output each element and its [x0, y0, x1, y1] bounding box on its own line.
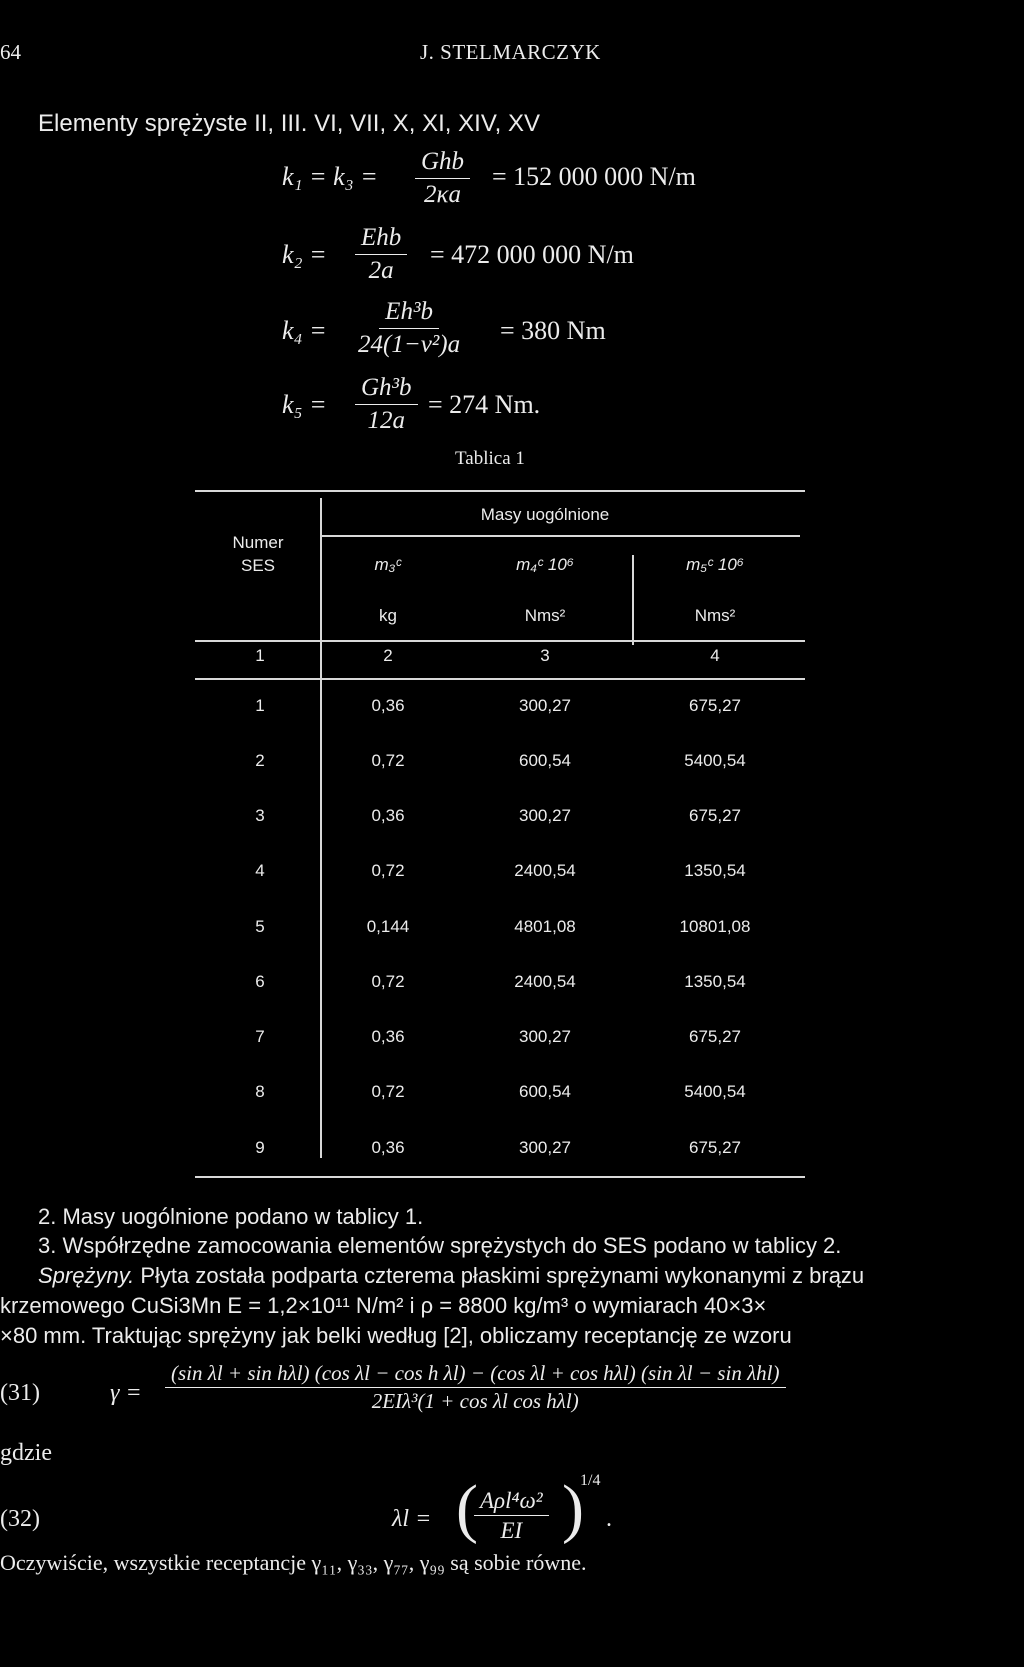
springs-text: Płyta została podparta czterema płaskimi sprężynami wykonanymi z brązu — [140, 1263, 865, 1288]
table-unit-m4: Nms² — [524, 606, 566, 625]
table-cell-m4: 300,27 — [519, 696, 571, 715]
equation-k2-lhs: k₂ = — [282, 240, 327, 269]
equation-k2-rhs: = 472 000 000 N/m — [430, 240, 634, 269]
table-cell-ses: 6 — [255, 972, 265, 991]
table-cell-m3: 0,36 — [371, 1138, 405, 1157]
table-units-rule — [195, 640, 805, 642]
table-cell-m3: 0,72 — [371, 972, 405, 991]
table-caption: Tablica 1 — [455, 448, 525, 469]
table-cell-m4: 600,54 — [519, 1082, 571, 1101]
table-cell-ses: 2 — [255, 751, 265, 770]
formula-32-right-paren: ) — [562, 1472, 584, 1545]
table-vertical-rule-3 — [632, 555, 634, 645]
formula-32-period: . — [606, 1506, 612, 1532]
table-col-header-ses: Numer SES — [232, 533, 284, 575]
table-cell-m3: 0,72 — [371, 1082, 405, 1101]
table-cell-m3: 0,36 — [371, 1027, 405, 1046]
table-cell-m4: 600,54 — [519, 751, 571, 770]
table-top-rule — [195, 490, 805, 492]
equation-k5-rhs: = 274 Nm. — [428, 390, 541, 419]
equation-k4-lhs: k₄ = — [282, 316, 327, 345]
table-cell-m5: 10801,08 — [679, 917, 751, 936]
table-vertical-rule-1 — [320, 498, 322, 1158]
table-col-number-4: 4 — [710, 646, 720, 665]
table-group-header: Masy uogólnione — [480, 505, 610, 524]
table-col-number-1: 1 — [255, 646, 265, 665]
formula-31-fraction — [165, 1362, 786, 1413]
equation-k1-lhs: k₁ = k₃ = — [282, 162, 378, 191]
gdzie-label: gdzie — [0, 1440, 52, 1466]
table-cell-ses: 4 — [255, 861, 265, 880]
equation-k1-rhs: = 152 000 000 N/m — [492, 162, 696, 191]
table-unit-kg: kg — [379, 606, 397, 625]
table-cell-ses: 7 — [255, 1027, 265, 1046]
table-unit-m5: Nms² — [694, 606, 736, 625]
table-numbers-rule — [195, 678, 805, 680]
table-cell-m3: 0,36 — [371, 806, 405, 825]
springs-label: Sprężyny. — [38, 1263, 135, 1288]
formula-32-denominator: EI — [500, 1518, 523, 1544]
paragraph-3: 3. Współrzędne zamocowania elementów sprężystych do SES podano w tablicy 2. — [38, 1233, 842, 1258]
formula-32-left-paren: ( — [456, 1472, 478, 1545]
paragraph-springs-line1 — [38, 1263, 864, 1289]
table-cell-m4: 300,27 — [519, 806, 571, 825]
table-cell-m5: 675,27 — [689, 806, 741, 825]
table-cell-m4: 2400,54 — [514, 861, 576, 880]
table-cell-m4: 300,27 — [519, 1027, 571, 1046]
table-cell-m3: 0,36 — [371, 696, 405, 715]
table-cell-m5: 1350,54 — [684, 861, 746, 880]
intro-line: Elementy sprężyste II, III. VI, VII, X, XI, XIV, XV — [38, 110, 540, 137]
table-cell-m5: 5400,54 — [684, 751, 746, 770]
equation-k2-denominator: 2a — [368, 256, 394, 284]
table-cell-ses: 3 — [255, 806, 265, 825]
equation-k4-numerator: Eh³b — [379, 298, 439, 329]
table-cell-ses: 1 — [255, 696, 265, 715]
equation-k1-numerator: Ghb — [415, 148, 470, 179]
equation-k5-denominator: 12a — [367, 406, 406, 434]
table-col-number-3: 3 — [540, 646, 550, 665]
table-cell-m4: 2400,54 — [514, 972, 576, 991]
table-col-header-m3: m₃ᶜ — [374, 555, 402, 574]
table-cell-ses: 8 — [255, 1082, 265, 1101]
formula-31-lhs: γ = — [110, 1380, 142, 1406]
formula-31-label: (31) — [0, 1380, 40, 1406]
paragraph-springs-line2: krzemowego CuSi3Mn E = 1,2×10¹¹ N/m² i ρ = 8800 kg/m³ o wymiarach 40×3× — [0, 1293, 767, 1318]
table-bottom-rule — [195, 1176, 805, 1178]
equation-k5-lhs: k₅ = — [282, 390, 327, 419]
table-cell-m4: 4801,08 — [514, 917, 576, 936]
closing-line: Oczywiście, wszystkie receptancje γ₁₁, γ₃₃, γ₇₇, γ₉₉ są sobie równe. — [0, 1550, 587, 1575]
formula-32-label: (32) — [0, 1506, 40, 1532]
table-cell-ses: 5 — [255, 917, 265, 936]
paragraph-springs-line3: ×80 mm. Traktując sprężyny jak belki według [2], obliczamy receptancję ze wzoru — [0, 1323, 792, 1348]
equation-k1-denominator: 2κa — [424, 180, 462, 208]
running-head: J. STELMARCZYK — [420, 40, 601, 64]
formula-32-lhs: λl = — [392, 1506, 432, 1532]
table-cell-m3: 0,72 — [371, 751, 405, 770]
table-header-rule — [320, 535, 800, 537]
paragraph-2: 2. Masy uogólnione podano w tablicy 1. — [38, 1204, 424, 1229]
page-number: 64 — [0, 40, 21, 64]
table-cell-m5: 675,27 — [689, 1027, 741, 1046]
formula-31-denominator: 2EIλ³(1 + cos λl cos hλl) — [371, 1389, 579, 1414]
table-col-header-m4: m₄ᶜ 10⁶ — [516, 555, 574, 574]
table-cell-m5: 675,27 — [689, 1138, 741, 1157]
equation-k2-numerator: Ehb — [355, 224, 407, 255]
table-cell-m3: 0,72 — [371, 861, 405, 880]
table-col-header-m5: m₅ᶜ 10⁶ — [686, 555, 744, 574]
table-cell-ses: 9 — [255, 1138, 265, 1157]
table-col-number-2: 2 — [383, 646, 393, 665]
formula-32-numerator: Aρl⁴ω² — [474, 1488, 549, 1516]
formula-32-fraction — [474, 1488, 549, 1544]
table-cell-m5: 5400,54 — [684, 1082, 746, 1101]
table-cell-m4: 300,27 — [519, 1138, 571, 1157]
table-cell-m3: 0,144 — [366, 917, 410, 936]
formula-31-numerator: (sin λl + sin hλl) (cos λl − cos h λl) − (cos λl + cos hλl) (sin λl − sin λhl) — [165, 1362, 786, 1388]
table-cell-m5: 675,27 — [689, 696, 741, 715]
formula-32-exponent: 1/4 — [580, 1472, 601, 1489]
equation-k4-rhs: = 380 Nm — [500, 316, 606, 345]
table-cell-m5: 1350,54 — [684, 972, 746, 991]
equation-k5-numerator: Gh³b — [355, 374, 418, 405]
equation-k4-denominator: 24(1−ν²)a — [358, 330, 461, 358]
